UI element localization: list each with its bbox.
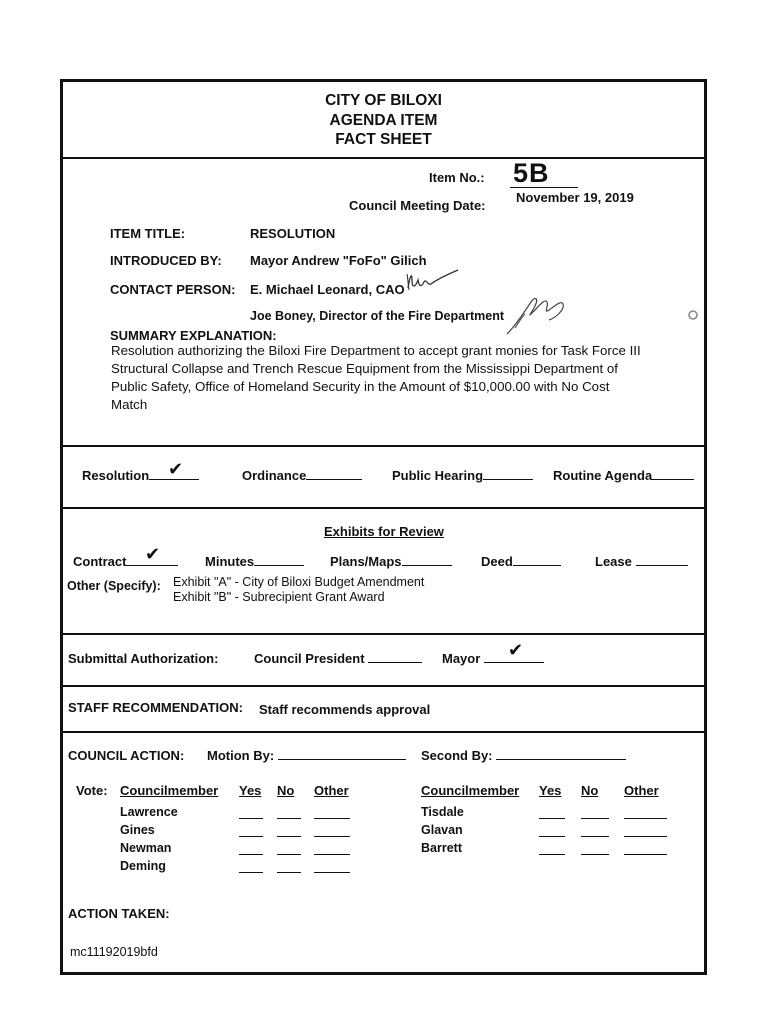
meeting-date-value: November 19, 2019 — [516, 190, 634, 205]
vote-blank — [539, 836, 565, 837]
type-public-hearing-label: Public Hearing — [392, 468, 484, 483]
exhibit-plans-maps-blank — [402, 564, 452, 566]
type-routine-agenda-blank — [652, 478, 694, 480]
summary-line-4: Match — [111, 397, 148, 412]
introduced-by-label: INTRODUCED BY: — [110, 253, 222, 268]
vote-header-yes-left: Yes — [239, 783, 262, 798]
action-taken-label: ACTION TAKEN: — [68, 906, 170, 921]
type-public-hearing-blank — [483, 478, 533, 480]
divider-staff — [60, 731, 707, 733]
summary-line-2: Structural Collapse and Trench Rescue Equipment from the Mississippi Department of — [111, 361, 618, 376]
header-line-3: FACT SHEET — [335, 131, 432, 148]
councilmember-tisdale: Tisdale — [421, 805, 464, 819]
vote-blank — [314, 818, 350, 819]
motion-by-label: Motion By: — [207, 748, 275, 763]
vote-blank — [624, 854, 667, 855]
type-resolution-label: Resolution — [82, 468, 150, 483]
exhibit-deed-label: Deed — [481, 554, 513, 569]
vote-blank — [581, 836, 609, 837]
initials-signature-icon — [404, 266, 462, 296]
submittal-council-president-blank — [368, 661, 422, 663]
contact-person-value-2: Joe Boney, Director of the Fire Department — [250, 309, 504, 323]
introduced-by-value: Mayor Andrew "FoFo" Gilich — [250, 253, 427, 268]
vote-header-councilmember-right: Councilmember — [421, 783, 520, 798]
exhibit-other-line-2: Exhibit "B" - Subrecipient Grant Award — [173, 590, 385, 604]
exhibit-deed — [481, 554, 561, 569]
councilmember-lawrence: Lawrence — [120, 805, 178, 819]
councilmember-newman: Newman — [120, 841, 172, 855]
vote-blank — [581, 818, 609, 819]
vote-blank — [624, 818, 667, 819]
type-ordinance-blank — [306, 478, 362, 480]
vote-header-other-right: Other — [624, 783, 659, 798]
exhibit-plans-maps-label: Plans/Maps — [330, 554, 402, 569]
second-by-label: Second By: — [421, 748, 493, 763]
item-title-value: RESOLUTION — [250, 226, 336, 241]
vote-header-no-left: No — [277, 783, 295, 798]
submittal-mayor — [442, 651, 544, 666]
type-ordinance — [242, 468, 362, 483]
councilmember-glavan: Glavan — [421, 823, 463, 837]
header-line-1: CITY OF BILOXI — [325, 92, 442, 109]
exhibit-lease-blank — [636, 564, 688, 566]
vote-blank — [624, 836, 667, 837]
vote-header-other-left: Other — [314, 783, 349, 798]
contract-check-icon: ✔ — [145, 544, 161, 564]
meeting-date-label: Council Meeting Date: — [349, 198, 486, 213]
exhibit-other-line-1: Exhibit "A" - City of Biloxi Budget Amendment — [173, 575, 425, 589]
vote-blank — [277, 872, 301, 873]
summary-label: SUMMARY EXPLANATION: — [110, 328, 277, 343]
staff-recommendation-label: STAFF RECOMMENDATION: — [68, 700, 243, 715]
header-line-2: AGENDA ITEM — [329, 111, 438, 129]
exhibit-minutes-label: Minutes — [205, 554, 255, 569]
document-id: mc11192019bfd — [70, 945, 158, 959]
exhibit-other-list — [173, 575, 424, 605]
exhibits-title: Exhibits for Review — [324, 524, 444, 539]
item-no-underline — [510, 187, 578, 188]
submittal-council-president-label: Council President — [254, 651, 365, 666]
vote-blank — [239, 818, 263, 819]
vote-blank — [239, 872, 263, 873]
divider-header — [60, 157, 707, 159]
scan-hole-icon — [687, 309, 699, 321]
submittal-mayor-blank — [484, 661, 544, 663]
motion-by-blank — [278, 758, 406, 760]
second-by — [421, 748, 626, 763]
exhibit-minutes — [205, 554, 304, 569]
divider-submittal — [60, 685, 707, 687]
councilmember-gines: Gines — [120, 823, 155, 837]
exhibit-contract-label: Contract — [73, 554, 127, 569]
resolution-check-icon: ✔ — [168, 459, 184, 479]
item-no-value: 5B — [513, 158, 550, 188]
vote-blank — [239, 854, 263, 855]
item-title-label: ITEM TITLE: — [110, 226, 186, 241]
submittal-label: Submittal Authorization: — [68, 651, 219, 666]
vote-header-no-right: No — [581, 783, 599, 798]
type-routine-agenda-label: Routine Agenda — [553, 468, 653, 483]
summary-line-1: Resolution authorizing the Biloxi Fire Department to accept grant monies for Task Force III — [111, 343, 641, 358]
vote-blank — [277, 854, 301, 855]
mayor-check-icon: ✔ — [508, 640, 524, 660]
vote-blank — [539, 818, 565, 819]
motion-by — [207, 748, 406, 763]
council-action-label: COUNCIL ACTION: — [68, 748, 185, 763]
exhibit-contract — [73, 554, 178, 569]
staff-recommendation-value: Staff recommends approval — [259, 702, 431, 717]
type-ordinance-label: Ordinance — [242, 468, 307, 483]
summary-line-3: Public Safety, Office of Homeland Security in the Amount of $10,000.00 with No Cost — [111, 379, 610, 394]
type-routine-agenda — [553, 468, 694, 483]
vote-blank — [277, 818, 301, 819]
item-no-label: Item No.: — [429, 170, 485, 185]
vote-header-councilmember-left: Councilmember — [120, 783, 219, 798]
vote-label: Vote: — [76, 783, 108, 798]
director-signature-icon — [505, 292, 567, 338]
exhibit-lease — [595, 554, 688, 569]
councilmember-barrett: Barrett — [421, 841, 462, 855]
exhibit-lease-label: Lease — [595, 554, 632, 569]
submittal-mayor-label: Mayor — [442, 651, 481, 666]
exhibit-plans-maps — [330, 554, 452, 569]
vote-blank — [277, 836, 301, 837]
second-by-blank — [496, 758, 626, 760]
header-title — [60, 91, 707, 150]
vote-blank — [239, 836, 263, 837]
vote-blank — [314, 872, 350, 873]
divider-summary — [60, 445, 707, 447]
exhibit-minutes-blank — [254, 564, 304, 566]
divider-type-row — [60, 507, 707, 509]
type-public-hearing — [392, 468, 533, 483]
councilmember-deming: Deming — [120, 859, 166, 873]
vote-blank — [314, 836, 350, 837]
exhibit-other-label: Other (Specify): — [67, 579, 161, 593]
contact-person-value: E. Michael Leonard, CAO — [250, 282, 405, 297]
contact-person-label: CONTACT PERSON: — [110, 282, 236, 297]
vote-blank — [314, 854, 350, 855]
summary-text — [111, 342, 641, 414]
vote-blank — [539, 854, 565, 855]
vote-header-yes-right: Yes — [539, 783, 562, 798]
submittal-council-president — [254, 651, 422, 666]
vote-blank — [581, 854, 609, 855]
exhibit-deed-blank — [513, 564, 561, 566]
divider-exhibits — [60, 633, 707, 635]
